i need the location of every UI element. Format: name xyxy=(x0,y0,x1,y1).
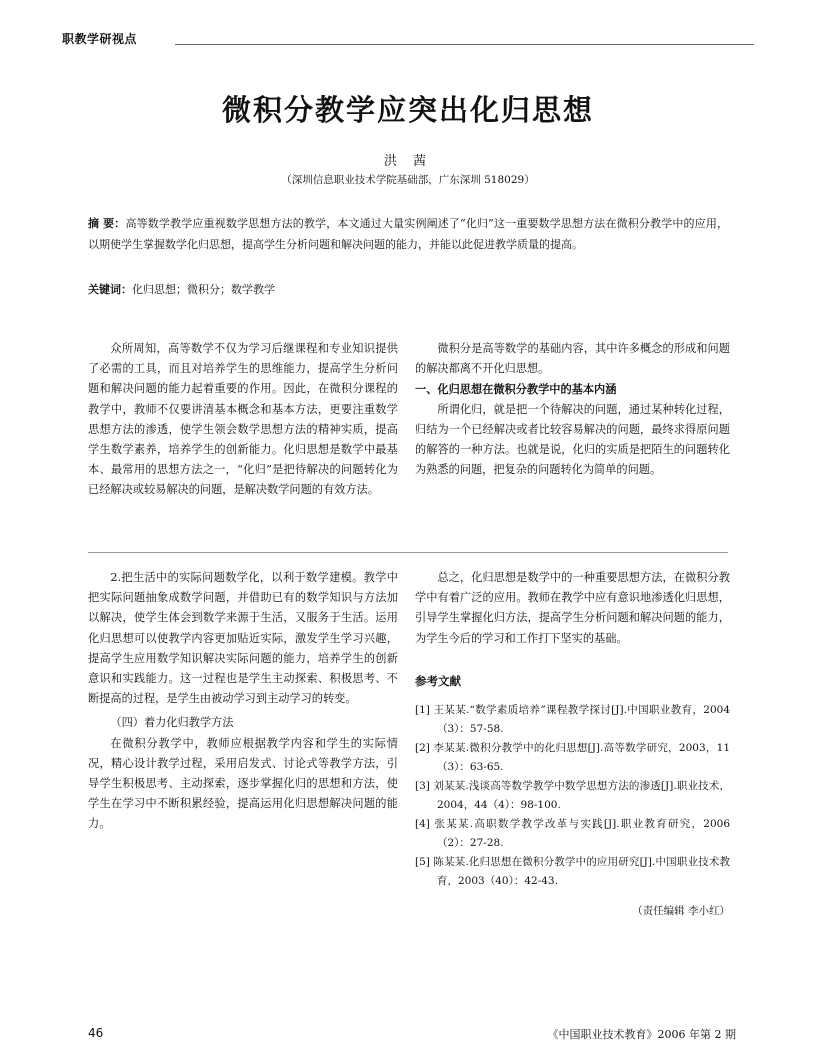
reference-item: [5] 陈某某.化归思想在微积分教学中的应用研究[J].中国职业技术教育，2003（40）：42-43. xyxy=(415,856,730,888)
column-4 xyxy=(415,568,730,921)
paragraph: 2.把生活中的实际问题数学化，以利于数学建模。教学中把实际问题抽象成数学问题，并借助已有的数学知识与方法加以解决，使学生体会到数学来源于生活，又服务于生活。运用化归思想可以使教学内容更加贴近实际，激发学生学习兴趣，提高学生应用数学知识解决实际问题的能力，培养学生的创新意识和实践能力。这一过程也是学生主动探索、积极思考、不断提高的过程，是学生由被动学习到主动学习的转变。 xyxy=(88,571,398,706)
paragraph: 所谓化归，就是把一个待解决的问题，通过某种转化过程，归结为一个已经解决或者比较容易解决的问题，最终求得原问题的解答的一种方法。也就是说，化归的实质是把陌生的问题转化为熟悉的问题，把复杂的问题转化为简单的问题。 xyxy=(415,402,730,477)
journal-citation: 《中国职业技术教育》2006 年第 2 期 xyxy=(547,1028,736,1041)
paragraph: 在微积分教学中，教师应根据教学内容和学生的实际情况，精心设计教学过程，采用启发式、讨论式等教学方法，引导学生积极思考、主动探索，逐步掌握化归的思想和方法，使学生在学习中不断积累经验，提高运用化归思想解决问题的能力。 xyxy=(88,736,398,831)
column-3 xyxy=(88,568,398,835)
keywords-text: 化归思想；微积分；数学教学 xyxy=(132,283,275,296)
responsible-editor: （责任编辑 李小红） xyxy=(632,905,730,918)
paragraph: 总之，化归思想是数学中的一种重要思想方法，在微积分教学中有着广泛的应用。教师在教学中应有意识地渗透化归思想，引导学生掌握化归方法，提高学生分析问题和解决问题的能力，为学生今后的学习和工作打下坚实的基础。 xyxy=(415,571,730,645)
reference-item: [3] 刘某某.浅谈高等数学教学中数学思想方法的渗透[J].职业技术，2004，44（4）：98-100. xyxy=(415,780,730,812)
paragraph: 微积分是高等数学的基础内容，其中许多概念的形成和问题的解决都离不开化归思想。 xyxy=(415,342,730,376)
section-heading: 一、化归思想在微积分教学中的基本内涵 xyxy=(415,382,617,397)
column-1 xyxy=(88,339,398,501)
running-header: 职教学研视点 xyxy=(62,32,138,46)
abstract-text: 高等数学教学应重视数学思想方法的教学，本文通过大量实例阐述了“化归”这一重要数学思想方法在微积分教学中的应用，以期使学生掌握数学化归思想，提高学生分析问题和解决问题的能力，并能以此促进教学质量的提高。 xyxy=(88,217,728,251)
page-number: 46 xyxy=(88,1026,104,1040)
reference-item: [4] 张某某.高职数学教学改革与实践[J].职业教育研究，2006（2）：27-28. xyxy=(415,818,730,850)
subsection-heading: （四）着力化归教学方法 xyxy=(110,716,234,730)
header-rule xyxy=(175,44,754,45)
column-2 xyxy=(415,339,730,480)
keywords-label: 关键词： xyxy=(88,283,132,296)
abstract-label: 摘 要： xyxy=(88,217,126,230)
references-heading: 参考文献 xyxy=(415,673,461,688)
keywords xyxy=(88,281,728,297)
section-divider xyxy=(88,552,728,553)
reference-item: [2] 李某某.微积分教学中的化归思想[J].高等数学研究，2003，11（3）：63-65. xyxy=(415,742,730,774)
paragraph: 众所周知，高等数学不仅为学习后继课程和专业知识提供了必需的工具，而且对培养学生的思维能力，提高学生分析问题和解决问题的能力起着重要的作用。因此，在微积分课程的教学中，教师不仅要讲清基本概念和基本方法，更要注重数学思想方法的渗透，使学生领会数学思想方法的精神实质，提高学生数学素养，培养学生的创新能力。化归思想是数学中最基本、最常用的思想方法之一，“化归”是把待解决的问题转化为已经解决或较易解决的问题，是解决数学问题的有效方法。 xyxy=(88,342,398,497)
reference-item: [1] 王某某.“数学素质培养”课程教学探讨[J].中国职业教育，2004（3）：57-58. xyxy=(415,704,730,736)
abstract xyxy=(88,213,728,255)
author-affiliation: （深圳信息职业技术学院基础部，广东深圳 518029） xyxy=(281,174,535,186)
article-title: 微积分教学应突出化归思想 xyxy=(221,93,594,127)
article-author: 洪 茜 xyxy=(383,154,433,169)
